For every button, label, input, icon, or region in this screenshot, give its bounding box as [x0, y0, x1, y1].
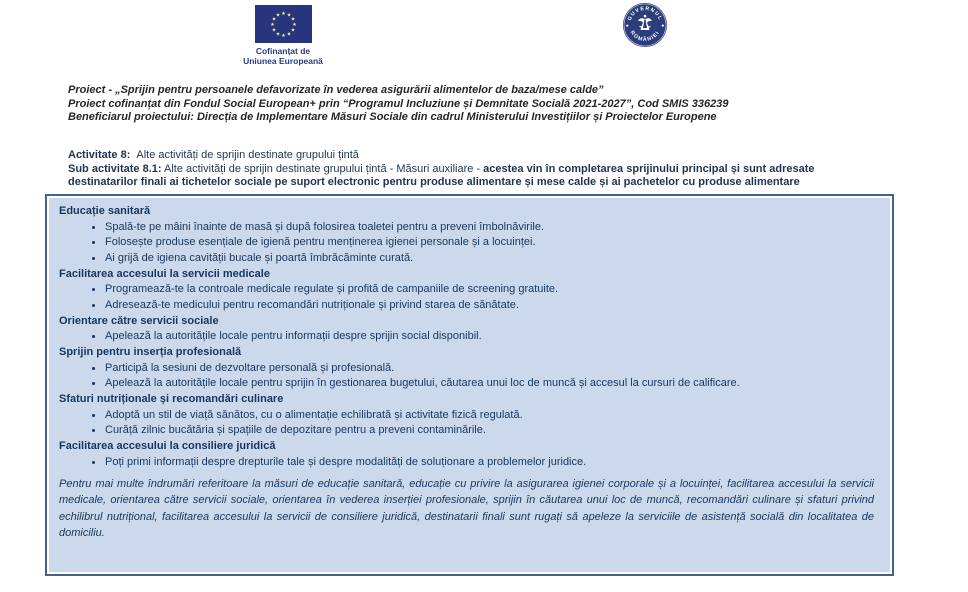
subactivity-text-bold: acestea vin în completarea sprijinului principal și sunt adresate destinatarilor finali ai tichetelor sociale pe suport electronic pentru produse alimentare și mese calde și ai pachetelor cu produse alimentare [68, 162, 815, 188]
bullet-item [59, 299, 876, 312]
activity-line [68, 149, 886, 163]
svg-text:★: ★ [280, 10, 286, 17]
auxiliary-measures-box [45, 194, 894, 576]
section-heading: Orientare către servicii sociale [59, 314, 219, 327]
section-heading: Facilitarea accesului la consiliere juridică [59, 440, 276, 452]
bullet-item [59, 221, 876, 234]
bullet-dot-icon [92, 461, 95, 464]
bullet-dot-icon [92, 304, 95, 307]
subactivity-text-regular: Alte activități de sprijin destinate grupului țintă - Măsuri auxiliare - [161, 162, 484, 175]
eu-caption-line2: Uniunea Europeană [243, 55, 323, 66]
eu-cofunding-logo [228, 5, 338, 66]
bullet-text: Ai grijă de igiena cavității bucale și poartă îmbrăcăminte curată. [105, 251, 414, 264]
bullet-item [59, 283, 876, 296]
romanian-government-seal-icon [622, 2, 668, 48]
svg-text:★: ★ [280, 32, 286, 39]
bullet-item [59, 377, 876, 390]
project-intro-block [68, 84, 908, 125]
bullet-dot-icon [92, 226, 95, 229]
svg-text:★: ★ [290, 27, 295, 34]
svg-text:★: ★ [290, 16, 295, 23]
bullet-text: Spală-te pe mâini înainte de masă și după folosirea toaletei pentru a preveni îmbolnăvirile. [105, 220, 545, 233]
bullet-text: Curăță zilnic bucătăria și spațiile de depozitare pentru a preveni contaminările. [105, 424, 486, 436]
section-heading: Sfaturi nutriționale și recomandări culinare [59, 393, 284, 405]
svg-text:★: ★ [275, 31, 280, 38]
seal-text-bottom: ROMÂNIEI [628, 29, 662, 44]
svg-text:★: ★ [286, 31, 291, 38]
eu-caption-line1: Cofinanțat de [255, 46, 311, 56]
activity-block [68, 149, 886, 190]
bullet-text: Adresează-te medicului pentru recomandări nutriționale și privind starea de sănătate. [105, 298, 519, 311]
svg-text:★: ★ [275, 12, 280, 19]
bullet-text: Participă la sesiuni de dezvoltare personală și profesională. [105, 361, 395, 374]
activity-text: Alte activități de sprijin destinate grupului țintă [136, 149, 359, 161]
section-heading: Facilitarea accesului la servicii medicale [59, 267, 270, 280]
svg-text:★: ★ [291, 21, 297, 28]
bullet-text: Programează-te la controale medicale regulate și profită de campaniile de screening gratuite. [105, 283, 559, 295]
subactivity-line [68, 163, 886, 190]
bullet-item [59, 252, 876, 265]
subactivity-label: Sub activitate 8.1: [68, 162, 162, 175]
bullet-item [59, 236, 876, 249]
bullet-dot-icon [92, 382, 95, 385]
bullet-text: Apelează la autoritățile locale pentru sprijin în gestionarea bugetului, căutarea unui loc de muncă și accesul la cursuri de calificare. [105, 377, 740, 389]
project-cofinancing-line: Proiect cofinanțat din Fondul Social European+ prin “Programul Incluziune și Demnitate Socială 2021-2027”, Cod SMIS 336239 [68, 97, 729, 110]
bullet-item [59, 409, 876, 422]
section-heading: Educație sanitară [59, 205, 151, 217]
bullet-dot-icon [92, 257, 95, 260]
bullet-text: Adoptă un stil de viață sănătos, cu o alimentație echilibrată și activitate fizică regulată. [105, 408, 523, 421]
bullet-dot-icon [92, 414, 95, 417]
bullet-dot-icon [92, 429, 95, 432]
bullet-dot-icon [92, 367, 95, 370]
svg-text:★: ★ [271, 27, 276, 34]
auxiliary-measures-content [49, 198, 890, 572]
bullet-dot-icon [92, 241, 95, 244]
svg-text:★: ★ [271, 16, 276, 23]
bullet-item [59, 424, 876, 437]
bullet-dot-icon [92, 288, 95, 291]
svg-text:◆: ◆ [661, 23, 665, 28]
svg-text:★: ★ [269, 21, 275, 28]
bullet-text: Apelează la autoritățile locale pentru informații despre sprijin social disponibil. [105, 330, 482, 342]
activity-label: Activitate 8: [68, 149, 131, 161]
bullet-text: Folosește produse esențiale de igienă pentru menținerea igienei personale și a locuinței. [105, 236, 536, 248]
eu-logo-caption [228, 47, 338, 66]
bullet-text: Poți primi informații despre drepturile tale și despre modalități de soluționare a problemelor juridice. [105, 455, 587, 468]
bullet-item [59, 330, 876, 343]
section-heading: Sprijin pentru inserția profesională [59, 346, 242, 358]
eu-flag-icon [255, 5, 312, 43]
svg-text:★: ★ [286, 12, 291, 19]
project-title-line: Proiect - „Sprijin pentru persoanele defavorizate în vederea asigurării alimentelor de baza/mese calde” [68, 84, 604, 96]
project-beneficiary-line: Beneficiarul proiectului: Direcția de Implementare Măsuri Sociale din cadrul Ministerului Investițiilor și Proiectelor Europene [68, 111, 717, 123]
seal-text-top: GUVERNUL [626, 5, 664, 22]
bullet-item [59, 456, 876, 469]
footer-note: Pentru mai multe îndrumări referitoare la măsuri de educație sanitară, educație cu privire la asigurarea igienei corporale și a locuinței, facilitarea accesului la servicii medicale, orientarea către servicii sociale, orientarea în vederea inserției profesionale, sprijin în căutarea unui loc de muncă, recomandări culinare și sfaturi privind echilibrul nutrițional, facilitarea accesului la servicii de consiliere juridică, destinatarii finali sunt rugați să apeleze la serviciile de asistență socială din localitatea de domiciliu. [59, 477, 874, 539]
svg-text:◆: ◆ [625, 23, 629, 28]
bullet-item [59, 362, 876, 375]
bullet-dot-icon [92, 335, 95, 338]
